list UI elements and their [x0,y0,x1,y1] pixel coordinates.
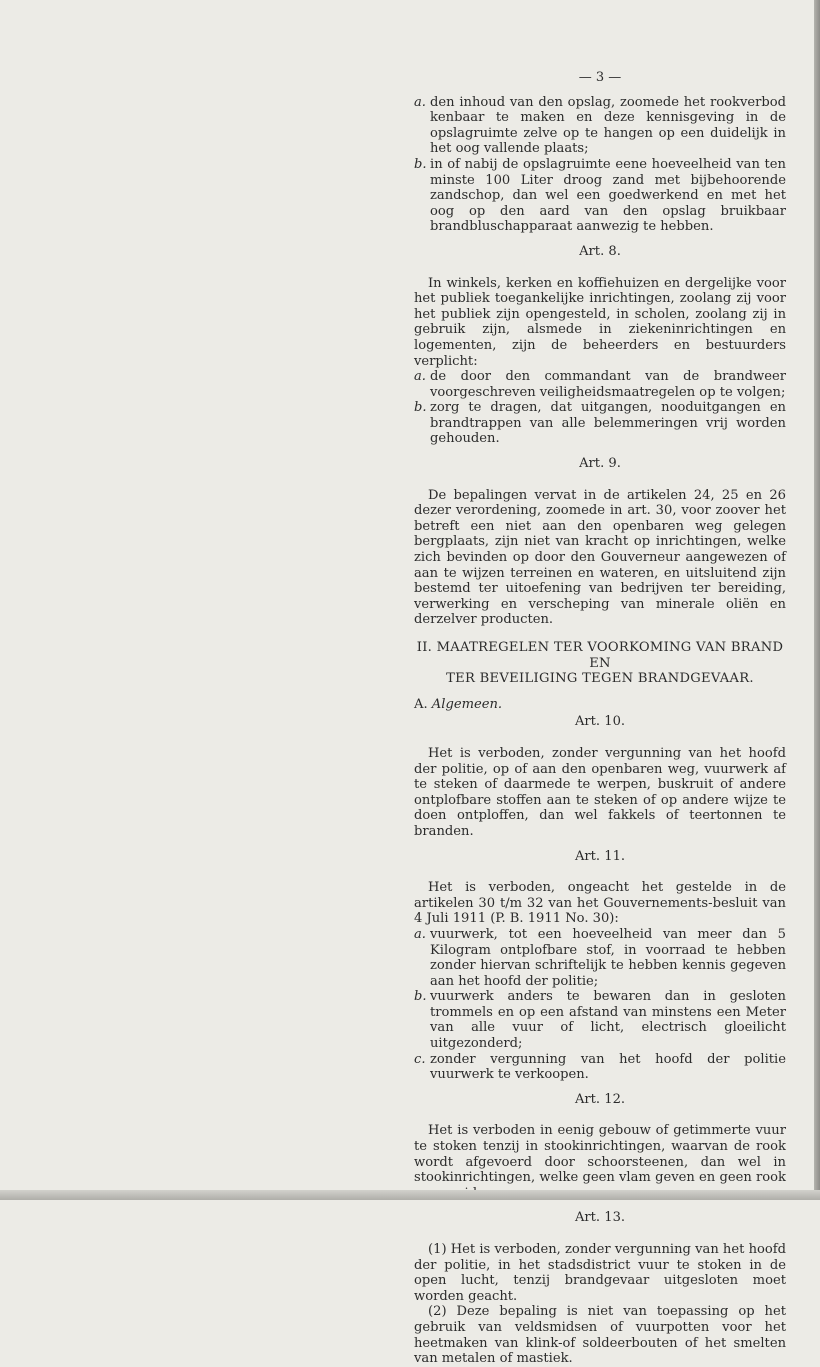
subsection-title: Algemeen. [431,696,503,712]
list-item [414,989,786,1051]
subsection-label: A. [414,696,428,712]
item-text: zorg te dragen, dat uitgangen, nooduitgangen en brandtrappen van alle belemmeringen vrij worden gehouden. [430,400,786,447]
paragraph: De bepalingen vervat in de artikelen 24, 25 en 26 dezer verordening, zoomede in art. 30, voor zoover het betreft een niet aan den openbaren weg gelegen bergplaats, zijn niet van kracht op inrichtingen, welke zich bevinden op door den Gouverneur aangewezen of aan te wijzen terreinen en wateren, en uitsluitend zijn bestemd ter uitoefening van bedrijven ter bereiding, verwerking en verscheping van minerale oliën en derzelver producten. [414,487,786,628]
article-title: Art. 8. [579,243,621,259]
page-edge-shadow [814,0,820,1200]
item-label: b. [414,400,427,416]
section-heading [414,640,786,687]
item-label: b. [414,156,427,172]
list-item [414,369,786,400]
list-item [414,400,786,447]
list-item [414,95,786,157]
text-column [414,70,786,1367]
list-item [414,927,786,989]
paragraph: In winkels, kerken en koffiehuizen en dergelijke voor het publiek toegankelijke inrichtingen, zoolang zij voor het publiek zijn opengesteld, in scholen, zoolang zij in gebruik zijn, alsmede in ziekeninrichtingen en logementen, zijn de beheerders en bestuurders verplicht: [414,275,786,369]
article-title: Art. 9. [579,456,621,472]
item-text: vuurwerk anders te bewaren dan in gesloten trommels en op een afstand van minstens een Meter van alle vuur of licht, electrisch gloeilicht uitgezonderd; [430,989,786,1052]
item-text: vuurwerk, tot een hoeveelheid van meer dan 5 Kilogram ontplofbare stof, in voorraad te hebben zonder hiervan schriftelijk te hebben kennis gegeven aan het hoofd der politie; [430,926,786,989]
page-bottom-shadow [0,1190,820,1200]
subsection-heading [414,697,786,713]
article-title: Art. 13. [574,1210,626,1226]
paragraph: Het is verboden in eenig gebouw of getimmerte vuur te stoken tenzij in stookinrichtingen, waarvan de rook wordt afgevoerd door schoorsteenen, dan wel in stookinrichtingen, welke geen vlam geven en geen rook [414,1123,786,1186]
section-heading-line: II. MAATREGELEN TER VOORKOMING VAN BRAND EN [416,640,784,671]
item-label: a. [414,369,426,385]
list-item [414,1052,786,1083]
item-label: a. [414,926,426,942]
item-text: in of nabij de opslagruimte eene hoeveelheid van ten minste 100 Liter droog zand met bijbehoorende zandschop, dan wel een goedwerkend en met het oog op den aard van den opslag bruikbaar brandbluschapparaat aanwezig te hebben. [430,156,786,235]
paragraph: (1) Het is verboden, zonder vergunning van het hoofd der politie, in het stadsdistrict vuur te stoken in de open lucht, tenzij brandgevaar uitgesloten moet worden geacht. [414,1242,786,1304]
item-text: zonder vergunning van het hoofd der politie vuurwerk te verkoopen. [430,1051,786,1083]
paragraph: Het is verboden, ongeacht het gestelde in de artikelen 30 t/m 32 van het Gouvernements-besluit van 4 Juli 1911 (P. B. 1911 No. 30): [414,880,786,927]
article-title: Art. 11. [574,848,626,864]
item-label: a. [414,94,426,110]
page-number: — 3 — [578,70,622,85]
article-title: Art. 12. [574,1091,626,1107]
item-text: de door den commandant van de brandweer voorgeschreven veiligheidsmaatregelen op te volgen; [430,369,786,400]
item-label: c. [414,1051,426,1067]
item-text: den inhoud van den opslag, zoomede het rookverbod kenbaar te maken en deze kennisgeving in de opslagruimte zelve op te hangen op een duidelijk in het oog vallende plaats; [430,94,786,157]
section-heading-line: TER BEVEILIGING TEGEN BRANDGEVAAR. [446,671,754,687]
paragraph: Het is verboden, zonder vergunning van het hoofd der politie, op of aan den openbaren weg, vuurwerk af te steken of daarmede te werpen, buskruit of andere ontplofbare stoffen aan te steken of op andere wijze te doen ontploffen, dan wel fakkels of teertonnen te branden. [414,745,786,839]
paragraph: (2) Deze bepaling is niet van toepassing op het gebruik van veldsmidsen of vuurpotten voor het heetmaken van klink-of soldeerbouten of het smelten van metalen of mastiek. [414,1304,786,1367]
item-label: b. [414,989,427,1005]
list-item [414,157,786,235]
article-title: Art. 10. [574,714,626,730]
